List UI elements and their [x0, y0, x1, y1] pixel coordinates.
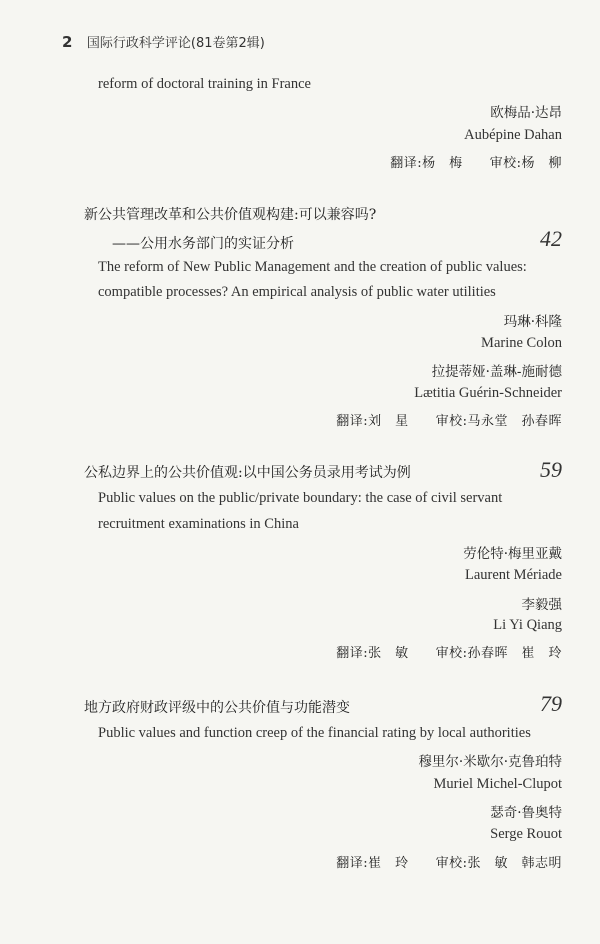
toc-entry-zh-title: 新公共管理改革和公共价值观构建:可以兼容吗? — [84, 207, 377, 223]
toc-entry-en-title: reform of doctoral training in France — [98, 76, 311, 92]
running-header — [62, 32, 265, 51]
author-name-zh: 玛琳·科隆 — [503, 314, 562, 330]
author-name-latin: Muriel Michel-Clupot — [433, 776, 562, 792]
author-name-latin: Li Yi Qiang — [493, 617, 562, 633]
author-name-zh: 穆里尔·米歇尔·克鲁珀特 — [418, 754, 562, 770]
author-name-zh: 李毅强 — [521, 597, 562, 613]
toc-page-number: 79 — [540, 691, 562, 716]
toc-page-number: 42 — [540, 226, 562, 251]
author-name-zh: 欧梅品·达昂 — [490, 105, 562, 121]
author-name-zh: 拉提蒂娅·盖琳-施耐德 — [431, 364, 562, 380]
toc-entry-en-title: The reform of New Public Management and the creation of public values: — [98, 259, 527, 275]
toc-entry-en-title: compatible processes? An empirical analysis of public water utilities — [98, 284, 496, 300]
author-name-latin: Serge Rouot — [490, 826, 562, 842]
author-name-latin: Aubépine Dahan — [464, 127, 562, 143]
toc-page-number: 59 — [540, 457, 562, 482]
toc-entry-en-title: Public values on the public/private boundary: the case of civil servant — [98, 490, 503, 506]
translation-credit: 翻译:崔 玲 审校:张 敏 韩志明 — [336, 856, 562, 871]
translation-credit: 翻译:杨 梅 审校:杨 柳 — [390, 156, 562, 171]
translation-credit: 翻译:张 敏 审校:孙春晖 崔 玲 — [336, 646, 562, 661]
author-name-zh: 劳伦特·梅里亚戴 — [463, 546, 562, 562]
page-number: 2 — [62, 33, 73, 51]
author-name-latin: Laurent Mériade — [464, 567, 562, 583]
toc-entry-zh-title: 公私边界上的公共价值观:以中国公务员录用考试为例 — [84, 465, 411, 481]
author-name-zh: 瑟奇·鲁奥特 — [490, 805, 562, 821]
toc-entry-en-title: Public values and function creep of the financial rating by local authorities — [98, 725, 531, 741]
journal-title: 国际行政科学评论(81卷第2辑) — [86, 36, 265, 51]
toc-entry-zh-subtitle: ——公用水务部门的实证分析 — [112, 236, 294, 252]
author-name-latin: Marine Colon — [481, 335, 562, 351]
author-name-latin: Lætitia Guérin-Schneider — [414, 385, 562, 401]
toc-entry-en-title: recruitment examinations in China — [98, 516, 299, 532]
translation-credit: 翻译:刘 星 审校:马永堂 孙春晖 — [336, 414, 562, 429]
toc-entry-zh-title: 地方政府财政评级中的公共价值与功能潜变 — [84, 700, 350, 716]
